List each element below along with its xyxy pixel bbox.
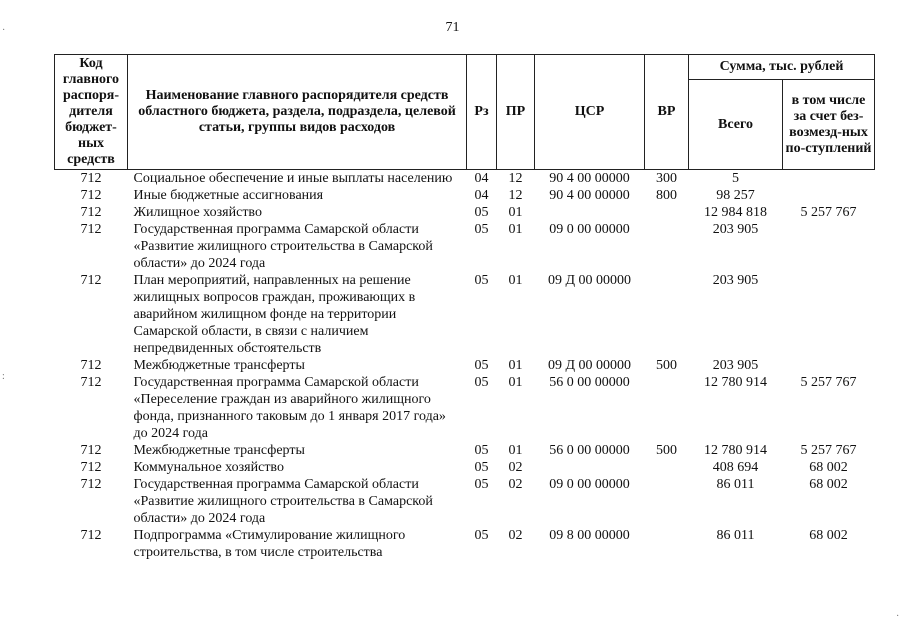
cell-csr: 90 4 00 00000 [549, 188, 630, 203]
header-csr: ЦСР [535, 55, 645, 170]
cell-code: 712 [80, 358, 102, 373]
cell-rz: 05 [474, 375, 489, 390]
cell-including: 68 002 [809, 460, 848, 475]
cell-pr: 12 [508, 188, 523, 203]
cell-including [783, 221, 875, 272]
cell-name: Жилищное хозяйство [133, 205, 262, 220]
cell-rz: 05 [474, 205, 489, 220]
cell-total: 203 905 [712, 358, 759, 373]
cell-vr [645, 527, 689, 561]
cell-rz: 05 [474, 477, 489, 492]
cell-rz: 04 [474, 171, 489, 186]
cell-csr: 56 0 00 00000 [549, 443, 630, 458]
cell-pr: 01 [508, 375, 523, 390]
cell-including [783, 272, 875, 357]
cell-csr: 09 0 00 00000 [549, 477, 630, 492]
table-row [55, 221, 875, 272]
table-row [55, 357, 875, 374]
cell-pr: 02 [508, 528, 523, 543]
cell-total: 86 011 [716, 477, 755, 492]
cell-pr: 01 [508, 273, 523, 288]
cell-vr: 800 [656, 188, 677, 203]
table-row [55, 170, 875, 188]
cell-including [783, 357, 875, 374]
cell-total: 203 905 [712, 273, 759, 288]
cell-vr: 300 [656, 171, 677, 186]
budget-table [54, 54, 875, 561]
cell-name: Межбюджетные трансферты [133, 443, 305, 458]
cell-code: 712 [80, 205, 102, 220]
cell-rz: 05 [474, 443, 489, 458]
cell-csr: 09 Д 00 00000 [547, 358, 632, 373]
cell-total: 12 984 818 [704, 205, 767, 220]
header-rz: Рз [467, 55, 497, 170]
cell-including: 68 002 [809, 477, 848, 492]
cell-rz: 05 [474, 222, 489, 237]
cell-vr: 500 [656, 443, 677, 458]
header-including: в том числе за счет без-возмезд-ных по-ступлений [783, 80, 875, 170]
cell-csr: 09 8 00 00000 [549, 528, 630, 543]
cell-csr: 56 0 00 00000 [549, 375, 630, 390]
cell-code: 712 [80, 273, 102, 288]
cell-total: 5 [732, 171, 739, 186]
cell-vr [645, 374, 689, 442]
cell-including: 5 257 767 [800, 443, 857, 458]
page-number: 71 [445, 20, 460, 35]
header-sum-group: Сумма, тыс. рублей [689, 55, 875, 80]
cell-total: 86 011 [716, 528, 755, 543]
cell-rz: 05 [474, 273, 489, 288]
table-row [55, 187, 875, 204]
cell-total: 98 257 [716, 188, 755, 203]
cell-including [783, 187, 875, 204]
cell-pr: 02 [508, 460, 523, 475]
cell-code: 712 [80, 222, 102, 237]
cell-name: Подпрограмма «Стимулирование жилищного строительства, в том числе строительства [133, 528, 406, 560]
header-name: Наименование главного распорядителя средств областного бюджета, раздела, подраздела, целевой статьи, группы видов расходов [128, 55, 467, 170]
cell-name: Государственная программа Самарской области «Развитие жилищного строительства в Самарской области» до 2024 года [133, 222, 433, 271]
cell-csr [535, 204, 645, 221]
table-row [55, 527, 875, 561]
cell-code: 712 [80, 171, 102, 186]
cell-vr: 500 [656, 358, 677, 373]
header-vr: ВР [645, 55, 689, 170]
scan-mark: · [2, 25, 6, 36]
cell-rz: 05 [474, 358, 489, 373]
cell-csr: 09 Д 00 00000 [547, 273, 632, 288]
header-total: Всего [689, 80, 783, 170]
cell-name: Иные бюджетные ассигнования [133, 188, 324, 203]
cell-total: 12 780 914 [704, 443, 767, 458]
table-row [55, 476, 875, 527]
table-body [55, 170, 875, 562]
table-row [55, 374, 875, 442]
cell-including: 68 002 [809, 528, 848, 543]
cell-name: Государственная программа Самарской области «Развитие жилищного строительства в Самарской области» до 2024 года [133, 477, 433, 526]
cell-name: Межбюджетные трансферты [133, 358, 305, 373]
cell-pr: 01 [508, 205, 523, 220]
cell-code: 712 [80, 477, 102, 492]
cell-total: 12 780 914 [704, 375, 767, 390]
cell-including [783, 170, 875, 188]
cell-including: 5 257 767 [800, 205, 857, 220]
header-pr: ПР [497, 55, 535, 170]
cell-csr [535, 459, 645, 476]
cell-code: 712 [80, 460, 102, 475]
table-row [55, 442, 875, 459]
cell-rz: 05 [474, 460, 489, 475]
table-header [55, 55, 875, 170]
cell-vr [645, 272, 689, 357]
cell-rz: 04 [474, 188, 489, 203]
scan-mark: · [896, 611, 900, 622]
table-row [55, 272, 875, 357]
cell-name: План мероприятий, направленных на решение жилищных вопросов граждан, проживающих в аварийном жилищном фонде на территории Самарской области, в связи с наличием непредвиденных обстоятельств [133, 273, 416, 356]
cell-vr [645, 459, 689, 476]
table-row [55, 204, 875, 221]
cell-pr: 01 [508, 443, 523, 458]
cell-code: 712 [80, 375, 102, 390]
cell-csr: 90 4 00 00000 [549, 171, 630, 186]
cell-pr: 01 [508, 222, 523, 237]
cell-vr [645, 204, 689, 221]
cell-code: 712 [80, 443, 102, 458]
header-code: Код главного распоря-дителя бюджет-ных средств [55, 55, 128, 170]
scan-mark: : [2, 371, 5, 382]
cell-rz: 05 [474, 528, 489, 543]
cell-pr: 12 [508, 171, 523, 186]
cell-name: Коммунальное хозяйство [133, 460, 284, 475]
cell-code: 712 [80, 528, 102, 543]
cell-name: Государственная программа Самарской области «Переселение граждан из аварийного жилищного фонда, признанного таковым до 1 января 2017 года» до 2024 года [133, 375, 446, 441]
cell-vr [645, 476, 689, 527]
cell-total: 408 694 [712, 460, 759, 475]
cell-including: 5 257 767 [800, 375, 857, 390]
cell-pr: 02 [508, 477, 523, 492]
table-row [55, 459, 875, 476]
cell-vr [645, 221, 689, 272]
cell-csr: 09 0 00 00000 [549, 222, 630, 237]
cell-pr: 01 [508, 358, 523, 373]
cell-total: 203 905 [712, 222, 759, 237]
cell-code: 712 [80, 188, 102, 203]
cell-name: Социальное обеспечение и иные выплаты населению [133, 171, 453, 186]
